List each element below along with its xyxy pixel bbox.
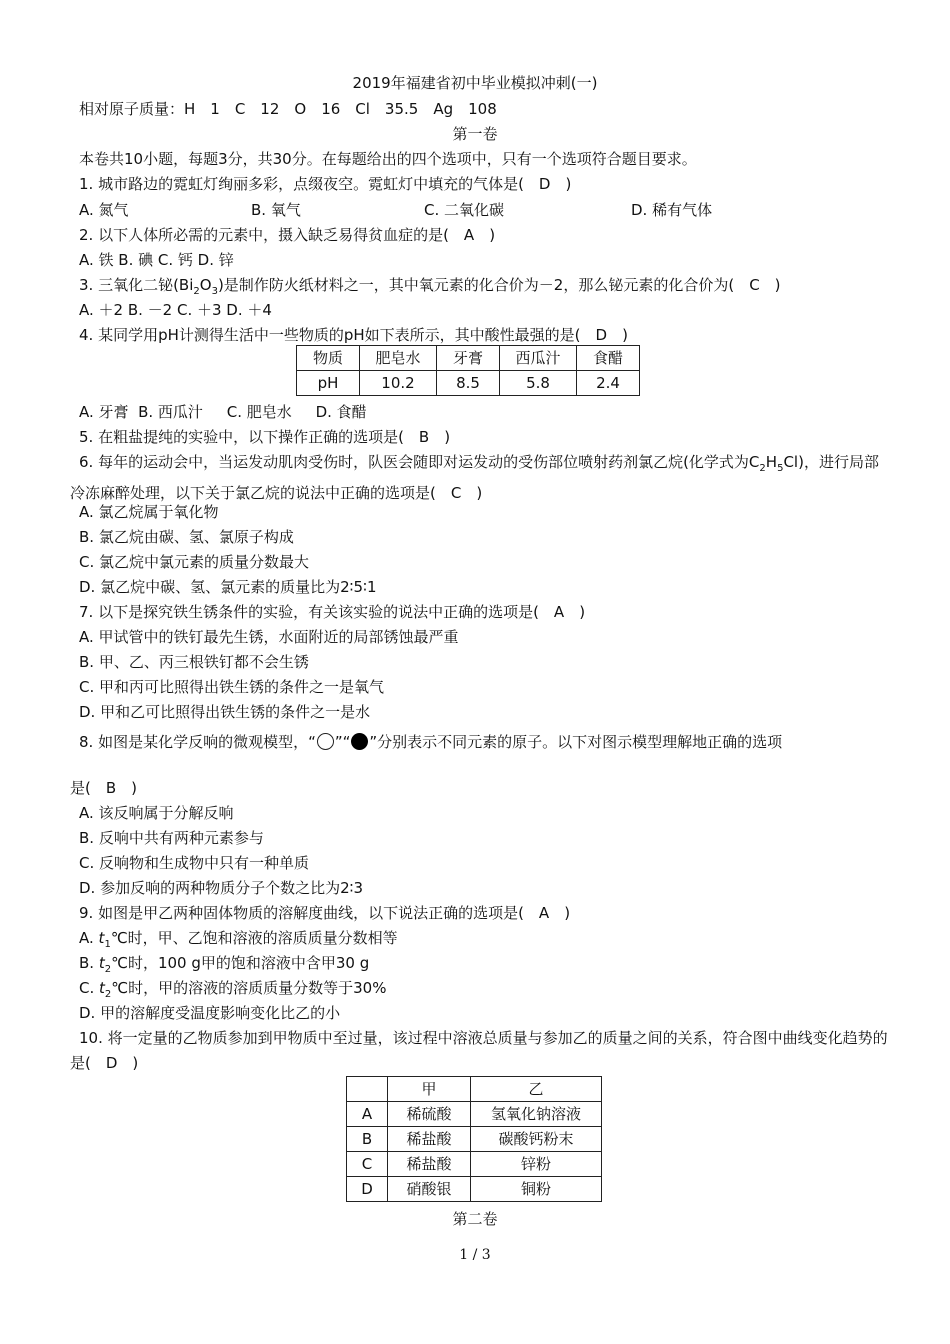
question-10: 10. 将一定量的乙物质参加到甲物质中至过量，该过程中溶液总质量与参加乙的质量之间的关系，符合图中曲线变化趋势的是( D )	[70, 1029, 888, 1072]
question-4: 4. 某同学用pH计测得生活中一些物质的pH如下表所示，其中酸性最强的是( D )	[79, 326, 628, 344]
question-4-options: A. 牙膏 B. 西瓜汁 C. 肥皂水 D. 食醋	[79, 403, 367, 421]
question-9-option-c: C. $t_2℃$时，甲的溶液的溶质质量分数等于30%	[79, 979, 387, 1000]
question-8-option-d: D. 参加反响的两种物质分子个数之比为2∶3	[79, 879, 364, 897]
page-number: 1 / 3	[459, 1247, 491, 1263]
table-cell: D	[347, 1177, 388, 1202]
question-6: 6. 每年的运动会中，当运发动肌肉受伤时，队医会随即对运发动的受伤部位喷射药剂氯乙烷(化学式为$C_2H_5Cl$)，进行局部冷冻麻醉处理，以下关于氯乙烷的说法中正确的选项是( C )	[70, 453, 879, 502]
table-cell: 碳酸钙粉末	[471, 1127, 602, 1152]
question-9-option-d: D. 甲的溶解度受温度影响变化比乙的小	[79, 1004, 341, 1022]
table-cell: 稀盐酸	[388, 1127, 471, 1152]
option-a: A. 氮气	[79, 201, 129, 219]
table-cell: 物质	[297, 346, 360, 371]
question-9-option-a: A. $t_1℃$时，甲、乙饱和溶液的溶质质量分数相等	[79, 929, 398, 950]
table-row	[347, 1152, 602, 1177]
table-row	[347, 1177, 602, 1202]
table-cell: C	[347, 1152, 388, 1177]
table-cell: B	[347, 1127, 388, 1152]
table-row	[347, 1077, 602, 1102]
question-7-option-d: D. 甲和乙可比照得出铁生锈的条件之一是水	[79, 703, 371, 721]
option-b: B. 氧气	[251, 201, 301, 219]
question-8: 8. 如图是某化学反响的微观模型，“ ”“ ”分别表示不同元素的原子。以下对图示模型理解地正确的选项	[79, 733, 783, 751]
table-cell: pH	[297, 371, 360, 396]
question-2: 2. 以下人体所必需的元素中，摄入缺乏易得贫血症的是( A )	[79, 226, 496, 244]
table-cell	[347, 1077, 388, 1102]
table-cell: 甲	[388, 1077, 471, 1102]
option-d: D. 稀有气体	[631, 201, 713, 219]
table-cell: 5.8	[500, 371, 577, 396]
table-cell: 氢氧化钠溶液	[471, 1102, 602, 1127]
table-cell: 铜粉	[471, 1177, 602, 1202]
question-7: 7. 以下是探究铁生锈条件的实验，有关该实验的说法中正确的选项是( A )	[79, 603, 586, 621]
table-cell: A	[347, 1102, 388, 1127]
black-atom-icon	[351, 733, 368, 750]
table-row	[347, 1102, 602, 1127]
question-7-option-c: C. 甲和丙可比照得出铁生锈的条件之一是氧气	[79, 678, 385, 696]
white-atom-icon	[317, 733, 334, 750]
table-cell: 食醋	[577, 346, 640, 371]
table-cell: 锌粉	[471, 1152, 602, 1177]
table-cell: 乙	[471, 1077, 602, 1102]
table-cell: 西瓜汁	[500, 346, 577, 371]
table-cell: 10.2	[360, 371, 437, 396]
question-8-option-b: B. 反响中共有两种元素参与	[79, 829, 264, 847]
question-9: 9. 如图是甲乙两种固体物质的溶解度曲线，以下说法正确的选项是( A )	[79, 904, 571, 922]
part-one-title: 第一卷	[452, 125, 498, 143]
table-cell: 稀硫酸	[388, 1102, 471, 1127]
question-7-option-a: A. 甲试管中的铁钉最先生锈，水面附近的局部锈蚀最严重	[79, 628, 459, 646]
question-1: 1. 城市路边的霓虹灯绚丽多彩，点缀夜空。霓虹灯中填充的气体是( D )	[79, 175, 572, 193]
option-c: C. 二氧化碳	[424, 201, 505, 219]
question-1-options	[79, 200, 779, 220]
question-8-continued: 是( B )	[70, 779, 137, 797]
question-6-option-c: C. 氯乙烷中氯元素的质量分数最大	[79, 553, 310, 571]
question-2-options: A. 铁 B. 碘 C. 钙 D. 锌	[79, 251, 234, 269]
question-7-option-b: B. 甲、乙、丙三根铁钉都不会生锈	[79, 653, 309, 671]
table-cell: 牙膏	[437, 346, 500, 371]
table-cell: 硝酸银	[388, 1177, 471, 1202]
table-row	[297, 346, 640, 371]
part-two-title: 第二卷	[452, 1210, 498, 1228]
question-9-option-b: B. $t_2℃$时，100 g甲的饱和溶液中含甲30 g	[79, 954, 370, 975]
question-6-option-d: D. 氯乙烷中碳、氢、氯元素的质量比为2∶5∶1	[79, 578, 377, 596]
page-title: 2019年福建省初中毕业模拟冲刺(一)	[352, 74, 598, 92]
reagent-table	[346, 1076, 602, 1202]
question-8-option-a: A. 该反响属于分解反响	[79, 804, 234, 822]
ph-table	[296, 345, 640, 396]
table-cell: 肥皂水	[360, 346, 437, 371]
table-cell: 2.4	[577, 371, 640, 396]
question-6-option-a: A. 氯乙烷属于氧化物	[79, 503, 219, 521]
table-cell: 稀盐酸	[388, 1152, 471, 1177]
question-3: 3. 三氧化二铋$(Bi_2O_3)$是制作防火纸材料之一，其中氧元素的化合价为－2，那么铋元素的化合价为( C )	[79, 276, 781, 297]
question-5: 5. 在粗盐提纯的实验中，以下操作正确的选项是( B )	[79, 428, 451, 446]
table-cell: 8.5	[437, 371, 500, 396]
instruction: 本卷共10小题，每题3分，共30分。在每题给出的四个选项中，只有一个选项符合题目要求。	[79, 150, 697, 168]
question-8-option-c: C. 反响物和生成物中只有一种单质	[79, 854, 310, 872]
table-row	[297, 371, 640, 396]
question-3-options: A. ＋2 B. －2 C. ＋3 D. ＋4	[79, 301, 272, 319]
atomic-masses: 相对原子质量：H 1 C 12 O 16 Cl 35.5 Ag 108	[79, 100, 497, 118]
question-6-option-b: B. 氯乙烷由碳、氢、氯原子构成	[79, 528, 294, 546]
table-row	[347, 1127, 602, 1152]
